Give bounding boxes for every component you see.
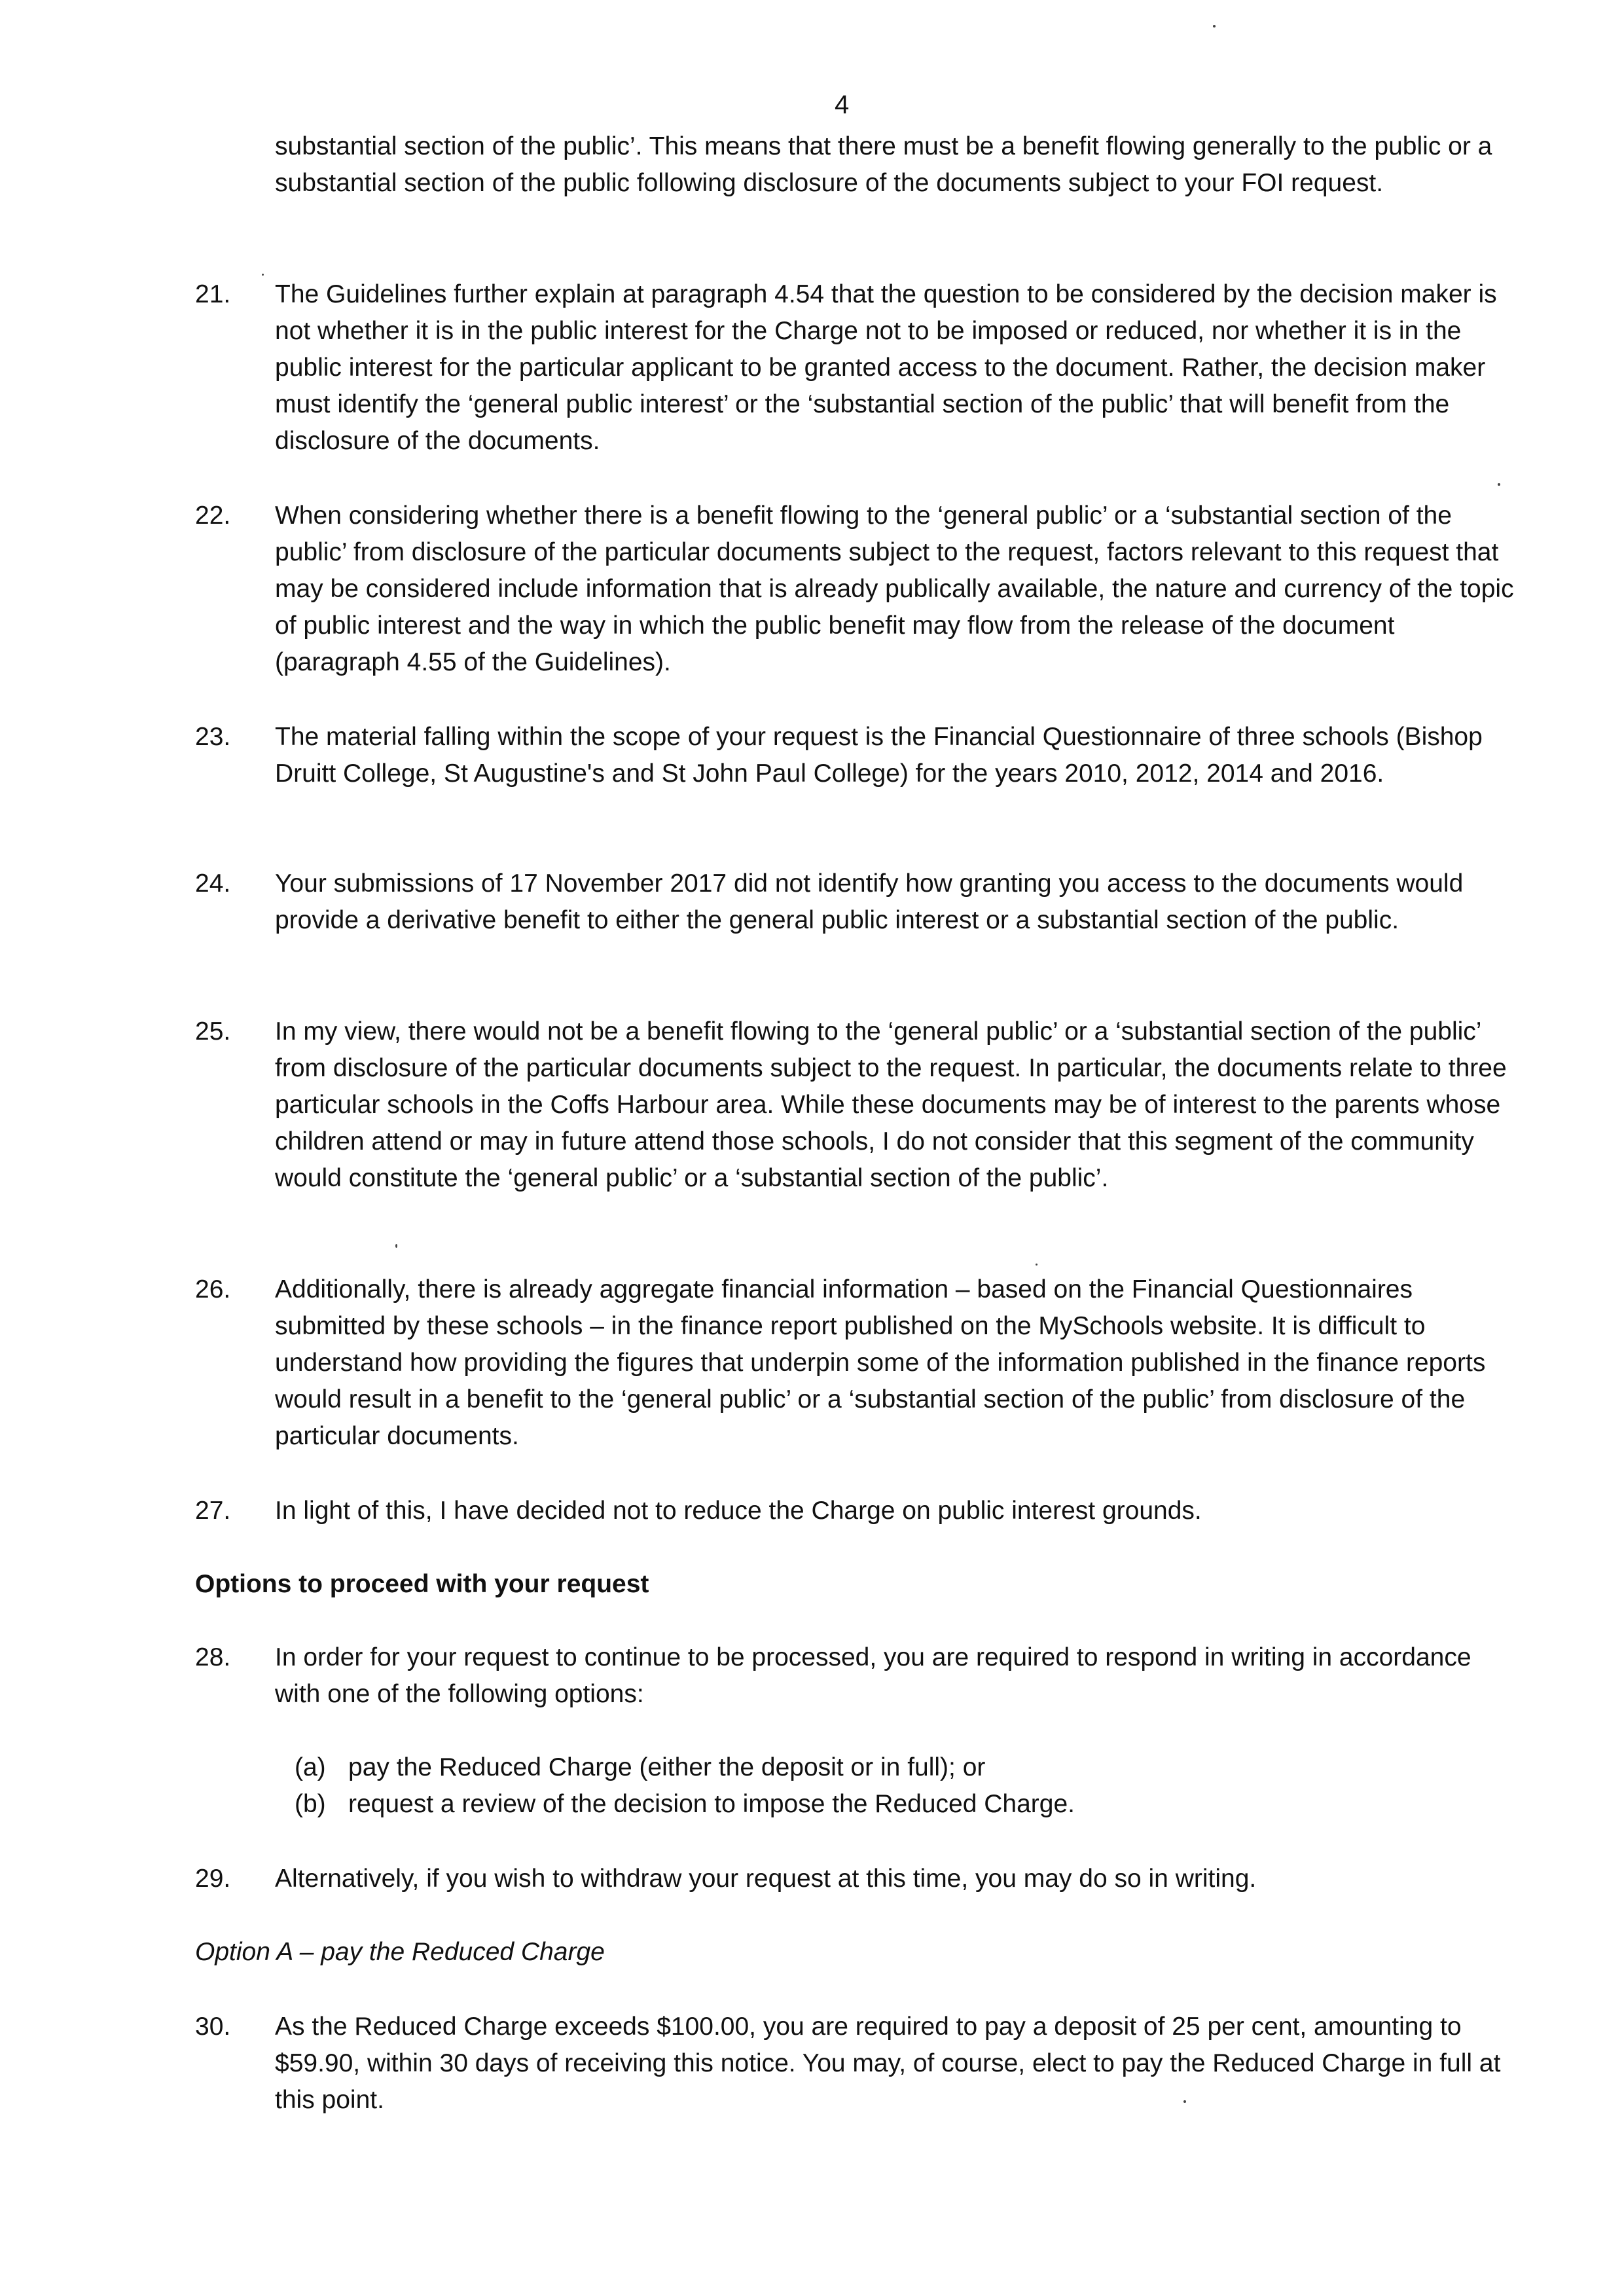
option-b-label: (b) bbox=[295, 1790, 326, 1818]
option-b-text: request a review of the decision to impose the Reduced Charge. bbox=[348, 1790, 1075, 1818]
paragraph-28-number: 28. bbox=[195, 1643, 231, 1671]
paragraph-25-text: In my view, there would not be a benefit flowing to the ‘general public’ or a ‘substantial section of the public’ from disclosure of the particular documents subject to the request. In particular, the documents relate to three particular schools in the Coffs Harbour area. While these documents may be of interest to the parents whose children attend or may in future attend those schools, I do not consider that this segment of the community would constitute the ‘general public’ or a ‘substantial section of the public’. bbox=[275, 1017, 1507, 1192]
intro-continuation: substantial section of the public’. This means that there must be a benefit flowing generally to the public or a substantial section of the public following disclosure of the documents subject to your FOI request. bbox=[275, 132, 1492, 197]
paragraph-23-number: 23. bbox=[195, 723, 231, 751]
paragraph-29-text: Alternatively, if you wish to withdraw your request at this time, you may do so in writing. bbox=[275, 1865, 1257, 1893]
scan-speck bbox=[1213, 25, 1216, 27]
scan-speck bbox=[1036, 1264, 1038, 1266]
paragraph-25-number: 25. bbox=[195, 1017, 231, 1046]
scan-speck bbox=[1498, 483, 1500, 486]
scan-speck bbox=[1183, 2100, 1186, 2103]
paragraph-22-text: When considering whether there is a benefit flowing to the ‘general public’ or a ‘substantial section of the public’ from disclosure of the particular documents subject to the request, factors relevant to this request that may be considered include information that is already publically available, the nature and currency of the topic of public interest and the way in which the public benefit may flow from the release of the document (paragraph 4.55 of the Guidelines). bbox=[275, 501, 1514, 676]
paragraph-29-number: 29. bbox=[195, 1865, 231, 1893]
subheading-option-a: Option A – pay the Reduced Charge bbox=[195, 1938, 605, 1966]
paragraph-30-number: 30. bbox=[195, 2013, 231, 2041]
page-number: 4 bbox=[835, 90, 850, 119]
paragraph-24-number: 24. bbox=[195, 869, 231, 898]
paragraph-21-text: The Guidelines further explain at paragraph 4.54 that the question to be considered by the decision maker is not whether it is in the public interest for the Charge not to be imposed or reduced, nor whether it is in the public interest for the particular applicant to be granted access to the document. Rather, the decision maker must identify the ‘general public interest’ or the ‘substantial section of the public’ that will benefit from the disclosure of the documents. bbox=[275, 280, 1497, 455]
paragraph-23-text: The material falling within the scope of your request is the Financial Questionnaire of three schools (Bishop Druitt College, St Augustine's and St John Paul College) for the years 2010, 2012, 2014 and 2016. bbox=[275, 723, 1483, 788]
section-heading-options: Options to proceed with your request bbox=[195, 1570, 649, 1598]
scan-speck bbox=[395, 1244, 397, 1248]
option-a-label: (a) bbox=[295, 1753, 326, 1781]
paragraph-28-text: In order for your request to continue to be processed, you are required to respond in writing in accordance with one of the following options: bbox=[275, 1643, 1471, 1708]
paragraph-24-text: Your submissions of 17 November 2017 did not identify how granting you access to the documents would provide a derivative benefit to either the general public interest or a substantial section of the public. bbox=[275, 869, 1464, 934]
paragraph-26-number: 26. bbox=[195, 1275, 231, 1303]
paragraph-26-text: Additionally, there is already aggregate financial information – based on the Financial Questionnaires submitted by these schools – in the finance report published on the MySchools website. It is difficult to understand how providing the figures that underpin some of the information published in the finance reports would result in a benefit to the ‘general public’ or a ‘substantial section of the public’ from disclosure of the particular documents. bbox=[275, 1275, 1486, 1450]
paragraph-27-text: In light of this, I have decided not to reduce the Charge on public interest grounds. bbox=[275, 1497, 1202, 1525]
paragraph-30-text: As the Reduced Charge exceeds $100.00, you are required to pay a deposit of 25 per cent, amounting to $59.90, within 30 days of receiving this notice. You may, of course, elect to pay the Reduced Charge in full at this point. bbox=[275, 2013, 1501, 2114]
paragraph-27-number: 27. bbox=[195, 1497, 231, 1525]
option-a-text: pay the Reduced Charge (either the deposit or in full); or bbox=[348, 1753, 986, 1781]
paragraph-22-number: 22. bbox=[195, 501, 231, 530]
paragraph-21-number: 21. bbox=[195, 280, 231, 308]
scan-speck bbox=[262, 274, 264, 276]
